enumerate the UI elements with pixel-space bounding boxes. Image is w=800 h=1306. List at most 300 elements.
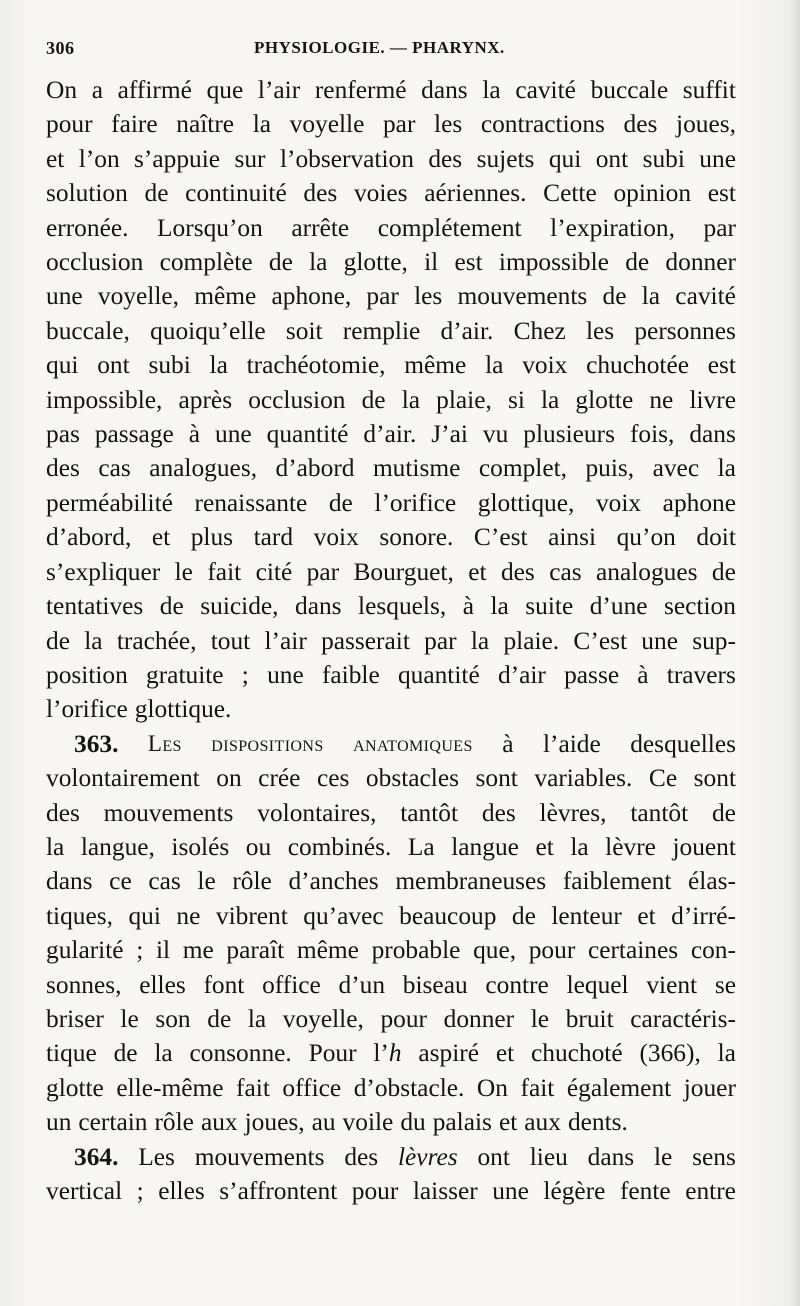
word: voix bbox=[313, 523, 359, 552]
word: s’expliquer bbox=[46, 557, 161, 586]
word: une bbox=[267, 660, 304, 689]
word: ou bbox=[245, 832, 272, 861]
word: probable bbox=[371, 936, 461, 965]
word: analogues bbox=[596, 557, 698, 586]
word: suicide, bbox=[200, 592, 279, 621]
small-caps-term: Les bbox=[147, 730, 182, 756]
word: des bbox=[500, 557, 535, 586]
word: de bbox=[144, 179, 169, 208]
word: d’un bbox=[338, 970, 386, 999]
word: affirmé bbox=[117, 76, 192, 104]
word: doit bbox=[696, 523, 736, 552]
word: gularité bbox=[46, 936, 124, 965]
word: quantité bbox=[266, 420, 349, 449]
word: la bbox=[540, 385, 560, 414]
word: faible bbox=[321, 660, 380, 689]
word: l’orifice bbox=[46, 695, 128, 724]
text-line bbox=[46, 348, 736, 382]
word: pour bbox=[528, 936, 576, 965]
word: la bbox=[209, 351, 228, 380]
text-line bbox=[46, 1036, 736, 1070]
word: est bbox=[454, 248, 483, 277]
text-line bbox=[46, 796, 736, 830]
text-line bbox=[46, 1002, 736, 1036]
word: Les bbox=[138, 1142, 175, 1171]
word: la bbox=[470, 626, 490, 655]
text-line bbox=[46, 279, 736, 313]
text-line bbox=[46, 73, 736, 107]
word: variables. bbox=[534, 764, 633, 793]
word: la bbox=[717, 454, 736, 483]
word: voyelle, bbox=[97, 282, 179, 311]
word: ces bbox=[316, 764, 350, 793]
word: rôle bbox=[232, 867, 272, 896]
word: ; bbox=[136, 1177, 144, 1205]
word: analogues, bbox=[149, 454, 258, 483]
word: de bbox=[113, 1039, 138, 1068]
word: dents. bbox=[567, 1108, 628, 1137]
word: l’air bbox=[257, 76, 301, 104]
word: cité bbox=[255, 557, 293, 586]
word: contre bbox=[485, 970, 549, 999]
word: et bbox=[498, 1108, 518, 1137]
word: aux bbox=[524, 1108, 561, 1137]
word: membraneuses bbox=[395, 867, 547, 896]
word: le bbox=[197, 867, 216, 896]
word: chuchotée bbox=[586, 351, 690, 380]
word: aspiré bbox=[418, 1039, 480, 1068]
word: qu’avec bbox=[303, 901, 384, 930]
section-number: 364. bbox=[74, 1142, 119, 1171]
word: a bbox=[91, 76, 103, 104]
word: tique bbox=[46, 1039, 97, 1068]
word: trachéotomie, bbox=[246, 351, 386, 380]
word: dans bbox=[295, 592, 342, 621]
word: le bbox=[654, 1142, 673, 1171]
word: même bbox=[194, 282, 257, 311]
word: s’affrontent bbox=[219, 1177, 338, 1205]
word: voies bbox=[353, 179, 408, 208]
word: sens bbox=[692, 1142, 736, 1171]
word: la bbox=[46, 832, 65, 861]
word: faire bbox=[111, 110, 158, 139]
italic-term: lèvres bbox=[397, 1142, 458, 1171]
word: me bbox=[182, 936, 214, 965]
word: C’est bbox=[473, 523, 528, 552]
word: la bbox=[490, 592, 509, 621]
word: sonnes, bbox=[46, 970, 122, 999]
word: office bbox=[282, 1073, 342, 1102]
word: tiques, bbox=[46, 901, 113, 930]
word: font bbox=[203, 970, 245, 999]
word: tantôt bbox=[400, 798, 459, 827]
word: personnes bbox=[634, 316, 736, 345]
text-line bbox=[46, 555, 736, 589]
word: voile bbox=[342, 1108, 394, 1137]
word: que bbox=[206, 76, 244, 104]
text-line bbox=[46, 211, 736, 245]
word: il bbox=[155, 936, 171, 965]
word: de bbox=[511, 901, 536, 930]
word: d’air. bbox=[363, 420, 417, 449]
word: entre bbox=[685, 1177, 736, 1205]
word: par bbox=[382, 110, 416, 139]
word: aux bbox=[200, 1108, 238, 1137]
word: voyelle, bbox=[282, 1004, 364, 1033]
word: par bbox=[306, 557, 340, 586]
word: perméabilité bbox=[46, 488, 173, 517]
word: lesquels, bbox=[358, 592, 447, 621]
section-number: 363. bbox=[74, 729, 119, 758]
word: faiblement bbox=[562, 867, 672, 896]
word: mutisme bbox=[372, 454, 461, 483]
word: et bbox=[468, 557, 487, 586]
word: de bbox=[711, 557, 736, 586]
word: de bbox=[328, 488, 353, 517]
word: d’air. bbox=[440, 316, 494, 345]
word: fait bbox=[236, 1073, 270, 1102]
running-head: PHYSIOLOGIE. — PHARYNX. bbox=[254, 38, 505, 57]
word: contractions bbox=[480, 110, 605, 139]
word: section bbox=[664, 592, 736, 621]
word: vertical bbox=[46, 1177, 123, 1205]
word: un bbox=[46, 1108, 72, 1137]
word: Ce bbox=[648, 764, 678, 793]
word: puis, bbox=[585, 454, 635, 483]
text-line bbox=[46, 107, 736, 141]
word: cavité bbox=[515, 76, 576, 104]
word: tout bbox=[210, 626, 251, 655]
word: d’anches bbox=[288, 867, 379, 896]
word: de bbox=[268, 248, 293, 277]
word: rôle bbox=[154, 1108, 194, 1137]
word: paraît bbox=[226, 936, 285, 965]
word: du bbox=[400, 1108, 426, 1137]
word: joues, bbox=[676, 110, 736, 139]
word: il bbox=[424, 248, 439, 277]
word: cas bbox=[148, 867, 181, 896]
word: qui bbox=[46, 351, 79, 380]
word: dans bbox=[689, 420, 736, 449]
word: plaie. bbox=[503, 626, 560, 655]
word: les bbox=[585, 316, 615, 345]
word: également bbox=[566, 1073, 672, 1102]
word: glotte bbox=[46, 1073, 104, 1102]
word: suffit bbox=[682, 76, 736, 104]
word: des bbox=[344, 1142, 379, 1171]
word: la bbox=[570, 832, 589, 861]
text-line bbox=[46, 692, 736, 726]
word: l’orifice bbox=[374, 488, 457, 517]
word: On bbox=[476, 1073, 508, 1102]
word: mouvements bbox=[457, 282, 588, 311]
word: glottique. bbox=[134, 695, 232, 724]
word: crée bbox=[258, 764, 301, 793]
text-line bbox=[46, 864, 736, 898]
word: J’ai bbox=[431, 420, 468, 449]
word: palais bbox=[432, 1108, 492, 1137]
word: s’appuie bbox=[134, 144, 221, 173]
word: plus bbox=[190, 523, 234, 552]
word: l’on bbox=[78, 144, 120, 173]
word: légère bbox=[543, 1177, 606, 1205]
word: qui bbox=[128, 901, 161, 930]
word: des bbox=[46, 454, 80, 483]
word: que, bbox=[473, 936, 517, 965]
word: plusieurs bbox=[523, 420, 615, 449]
word: la bbox=[84, 626, 103, 655]
text-line bbox=[46, 1140, 736, 1174]
word: une bbox=[215, 420, 252, 449]
text-line bbox=[46, 658, 736, 692]
word: opinion bbox=[613, 179, 692, 208]
word: de bbox=[711, 798, 736, 827]
word: tantôt bbox=[630, 798, 689, 827]
text-line bbox=[46, 417, 736, 451]
text-line bbox=[46, 383, 736, 417]
word: aériennes. bbox=[424, 179, 527, 208]
word: gratuite bbox=[146, 660, 224, 689]
word: chuchoté bbox=[530, 1039, 623, 1068]
word: langue, bbox=[80, 832, 155, 861]
word: con- bbox=[690, 936, 736, 965]
word: de bbox=[207, 1004, 232, 1033]
word: La bbox=[407, 832, 435, 861]
word: complet, bbox=[478, 454, 567, 483]
word: On bbox=[46, 76, 78, 104]
word: aphone bbox=[662, 488, 736, 517]
word: occlusion bbox=[248, 385, 346, 414]
word: biseau bbox=[402, 970, 468, 999]
word: de bbox=[625, 248, 650, 277]
text-line bbox=[46, 245, 736, 279]
word: d’obstacle. bbox=[353, 1073, 465, 1102]
word: elle-même bbox=[116, 1073, 224, 1102]
word: la bbox=[717, 1039, 736, 1068]
word: caractéris- bbox=[630, 1004, 736, 1033]
word: desquelles bbox=[630, 729, 736, 758]
word: vient bbox=[646, 970, 698, 999]
word: pour bbox=[46, 110, 93, 139]
word: se bbox=[714, 970, 736, 999]
word: après bbox=[178, 385, 233, 414]
word: élas- bbox=[688, 867, 736, 896]
word: suite bbox=[525, 592, 574, 621]
word: impossible, bbox=[46, 385, 163, 414]
word: sont bbox=[475, 764, 518, 793]
word: une bbox=[641, 626, 678, 655]
word: et bbox=[151, 523, 171, 552]
word: ; bbox=[136, 936, 144, 965]
word: mouvements bbox=[194, 1142, 325, 1171]
word: la bbox=[252, 110, 272, 139]
word: son bbox=[155, 1004, 191, 1033]
word: pour bbox=[380, 1004, 428, 1033]
word: vibrent bbox=[215, 901, 288, 930]
word: bruit bbox=[565, 1004, 614, 1033]
word: jouent bbox=[672, 832, 736, 861]
word: d’une bbox=[589, 592, 648, 621]
text-line bbox=[46, 314, 736, 348]
word: ne bbox=[649, 385, 674, 414]
word: lequel bbox=[566, 970, 629, 999]
word: si bbox=[507, 385, 525, 414]
italic-letter: h bbox=[388, 1039, 402, 1068]
word: la bbox=[309, 248, 328, 277]
word: sonore. bbox=[379, 523, 454, 552]
word: sujets bbox=[476, 144, 535, 173]
word: de bbox=[46, 626, 70, 655]
text-line bbox=[46, 933, 736, 967]
word: glotte, bbox=[343, 248, 408, 277]
word: pour bbox=[351, 1177, 399, 1205]
word: sont bbox=[693, 764, 736, 793]
word: elles bbox=[158, 1177, 205, 1205]
word: le bbox=[530, 1004, 550, 1033]
word: de bbox=[602, 282, 627, 311]
word: l’observation bbox=[279, 144, 414, 173]
word: lèvres, bbox=[539, 798, 607, 827]
word: le bbox=[120, 1004, 139, 1033]
word: obstacles bbox=[365, 764, 459, 793]
word: fois, bbox=[629, 420, 675, 449]
word: cas bbox=[98, 454, 131, 483]
word: tard bbox=[253, 523, 294, 552]
word: quantité bbox=[397, 660, 480, 689]
word: la bbox=[482, 76, 501, 104]
word: certaines bbox=[587, 936, 679, 965]
word: mouvements bbox=[103, 798, 234, 827]
word: buccale, bbox=[46, 316, 130, 345]
word: l’aide bbox=[542, 729, 601, 758]
word: donner bbox=[665, 248, 736, 277]
word: volontairement bbox=[46, 764, 200, 793]
word: qui bbox=[548, 144, 582, 173]
word: ont bbox=[595, 144, 629, 173]
word: à bbox=[637, 660, 649, 689]
word: l’h bbox=[373, 1039, 402, 1068]
word: voyelle bbox=[289, 110, 365, 139]
word: renaissante bbox=[194, 488, 308, 517]
word: qu’on bbox=[616, 523, 676, 552]
word: combinés. bbox=[287, 832, 392, 861]
word: d’irré- bbox=[671, 901, 736, 930]
word: une bbox=[699, 144, 736, 173]
word: la bbox=[154, 1039, 173, 1068]
word: isolés bbox=[171, 832, 230, 861]
word: fait bbox=[520, 1073, 555, 1102]
word: à bbox=[502, 729, 514, 758]
word: briser bbox=[46, 1004, 104, 1033]
word: par bbox=[366, 282, 399, 311]
word: quoiqu’elle bbox=[150, 316, 266, 345]
word: soit bbox=[285, 316, 323, 345]
word: glottique, bbox=[477, 488, 575, 517]
word: passage bbox=[94, 420, 174, 449]
page-header bbox=[46, 38, 736, 68]
word: les bbox=[414, 282, 443, 311]
word: arrête bbox=[291, 213, 350, 242]
word: passe bbox=[564, 660, 620, 689]
word: cas bbox=[549, 557, 582, 586]
word: fait bbox=[207, 557, 242, 586]
word: sur bbox=[234, 144, 266, 173]
word: laisser bbox=[412, 1177, 478, 1205]
word: beaucoup bbox=[399, 901, 497, 930]
word: cavité bbox=[675, 282, 736, 311]
word: subi bbox=[642, 144, 685, 173]
word: travers bbox=[666, 660, 736, 689]
word: une bbox=[46, 282, 83, 311]
word: complétement bbox=[377, 213, 522, 242]
word: des bbox=[481, 798, 516, 827]
text-line bbox=[46, 176, 736, 210]
word: des bbox=[428, 144, 463, 173]
word: joues, bbox=[244, 1108, 305, 1137]
text-line bbox=[46, 1105, 736, 1139]
word: voix bbox=[595, 488, 642, 517]
text-line bbox=[46, 589, 736, 623]
word: glotte bbox=[575, 385, 634, 414]
word: consonne. bbox=[189, 1039, 292, 1068]
text-line bbox=[46, 727, 736, 761]
word: on bbox=[216, 764, 242, 793]
text-line bbox=[46, 899, 736, 933]
word: renfermé bbox=[314, 76, 407, 104]
word: des bbox=[46, 798, 80, 827]
body-text bbox=[46, 73, 736, 1208]
word: vu bbox=[482, 420, 509, 449]
word: de bbox=[361, 385, 386, 414]
word: et bbox=[495, 1039, 515, 1068]
word: une bbox=[492, 1177, 529, 1205]
word: d’abord bbox=[275, 454, 355, 483]
word: occlusion bbox=[46, 248, 144, 277]
word: (366), bbox=[639, 1039, 701, 1068]
word: naître bbox=[176, 110, 235, 139]
word: tentatives bbox=[46, 592, 144, 621]
word: d’abord, bbox=[46, 523, 132, 552]
word: dans bbox=[587, 1142, 635, 1171]
text-line bbox=[46, 451, 736, 485]
word: subi bbox=[148, 351, 191, 380]
page-number: 306 bbox=[46, 38, 75, 58]
word: complète bbox=[159, 248, 253, 277]
word: sup- bbox=[692, 626, 736, 655]
word: par bbox=[424, 626, 457, 655]
word: solution bbox=[46, 179, 128, 208]
word: des bbox=[303, 179, 338, 208]
word: même bbox=[404, 351, 467, 380]
word: ne bbox=[176, 901, 201, 930]
word: donner bbox=[443, 1004, 515, 1033]
word: l’expiration, bbox=[550, 213, 675, 242]
word: elles bbox=[139, 970, 186, 999]
word: est bbox=[707, 351, 736, 380]
word: ont bbox=[477, 1142, 510, 1171]
word: la bbox=[641, 282, 661, 311]
word: aphone, bbox=[271, 282, 352, 311]
text-line bbox=[46, 520, 736, 554]
word: pas bbox=[46, 420, 80, 449]
word: impossible bbox=[498, 248, 609, 277]
word: ainsi bbox=[548, 523, 597, 552]
word: lieu bbox=[529, 1142, 568, 1171]
word: les bbox=[434, 110, 463, 139]
small-caps-term: anatomiques bbox=[353, 730, 473, 756]
word: et bbox=[637, 901, 656, 930]
word: l’air bbox=[264, 626, 307, 655]
